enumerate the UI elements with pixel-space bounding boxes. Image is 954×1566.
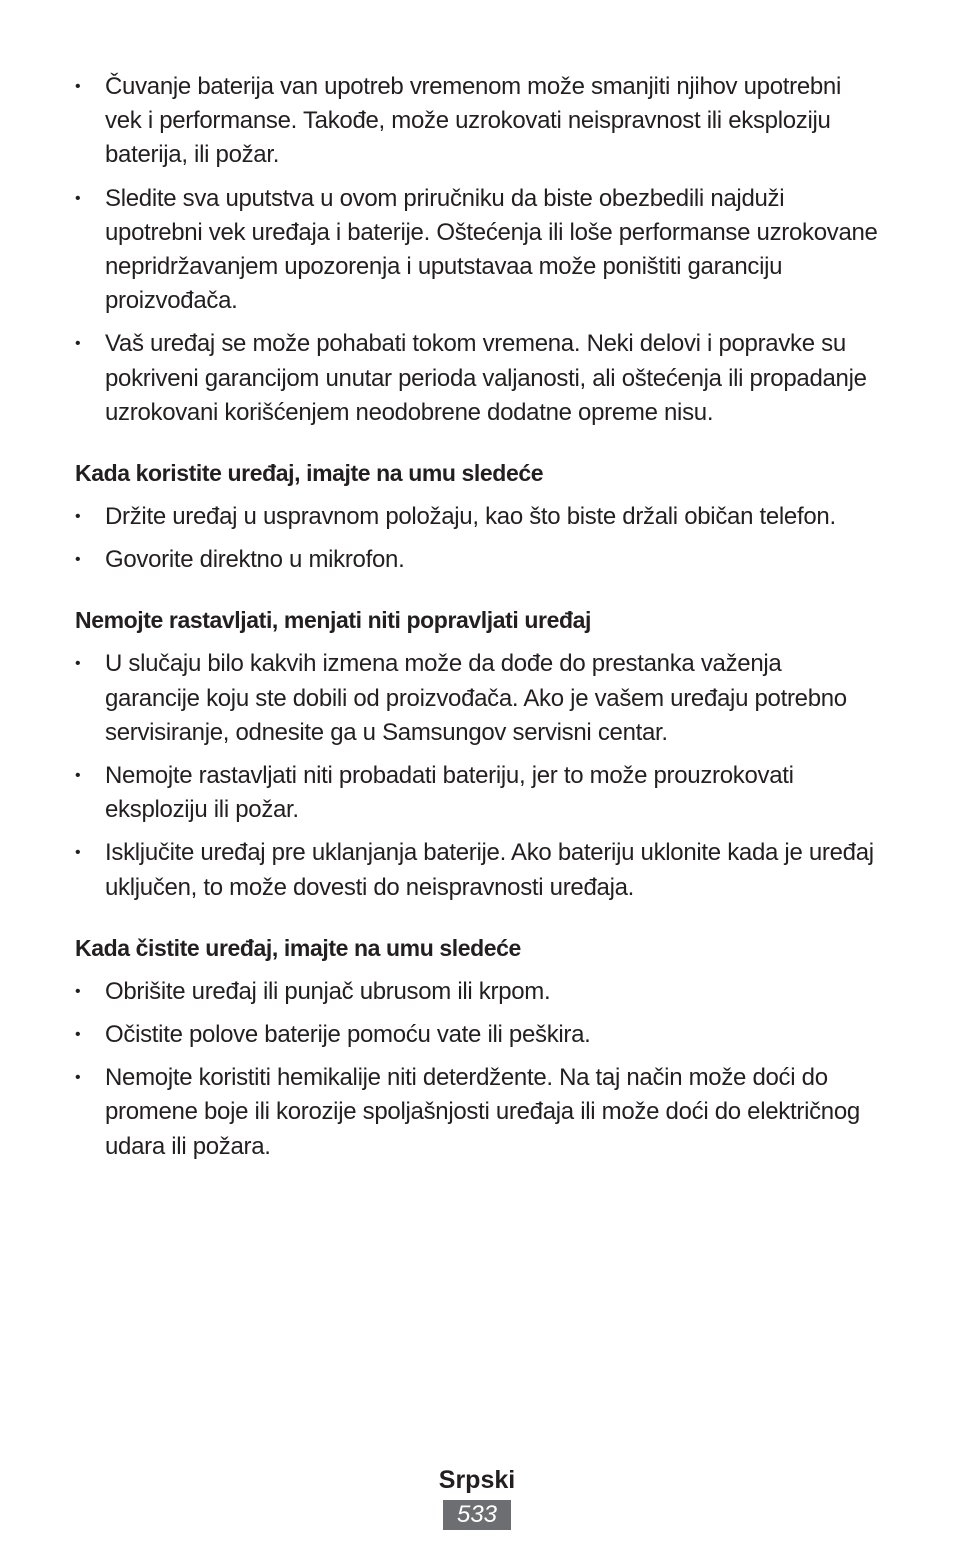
section-heading-do-not-disassemble: Nemojte rastavljati, menjati niti popravljati uređaj bbox=[75, 607, 592, 634]
list-item-text: Obrišite uređaj ili punjač ubrusom ili krpom. bbox=[105, 977, 551, 1005]
list-item-text: Isključite uređaj pre uklanjanja baterije. Ako bateriju uklonite kada je uređaj uključen, to može dovesti do neispravnosti uređaja. bbox=[105, 839, 874, 901]
bullet-list-battery-care bbox=[75, 70, 880, 430]
footer-language-label: Srpski bbox=[438, 1466, 516, 1494]
list-item-text: U slučaju bilo kakvih izmena može da dođe do prestanka važenja garancije koju ste dobili od proizvođača. Ako je vašem uređaju potrebno servisiranje, odnesite ga u Samsungov servisni centar. bbox=[105, 650, 847, 746]
list-item bbox=[75, 759, 880, 827]
bullet-marker: • bbox=[75, 78, 81, 95]
document-body bbox=[75, 70, 880, 1173]
list-item-text: Nemojte koristiti hemikalije niti deterdžente. Na taj način može doći do promene boje ili korozije spoljašnjosti uređaja ili može doći do električnog udara ili požara. bbox=[105, 1064, 860, 1160]
bullet-marker: • bbox=[75, 655, 81, 673]
list-item bbox=[75, 836, 880, 904]
list-item bbox=[75, 182, 880, 319]
list-item bbox=[75, 1061, 880, 1164]
list-item bbox=[75, 500, 880, 534]
list-item-text: Nemojte rastavljati niti probadati bateriju, jer to može prouzrokovati eksploziju ili požar. bbox=[105, 762, 794, 824]
section-heading-cleaning-device: Kada čistite uređaj, imajte na umu sledeće bbox=[75, 934, 521, 961]
list-item-text: Govorite direktno u mikrofon. bbox=[105, 546, 405, 574]
bullet-marker: • bbox=[75, 1026, 81, 1044]
bullet-marker: • bbox=[75, 189, 81, 207]
list-item-text: Držite uređaj u uspravnom položaju, kao što biste držali običan telefon. bbox=[105, 503, 836, 531]
list-item bbox=[75, 975, 880, 1009]
list-item bbox=[75, 1018, 880, 1052]
list-item-text: Čuvanje baterija van upotreb vremenom može smanjiti njihov upotrebni vek i performanse. Takođe, može uzrokovati neispravnost ili eksploziju baterija, ili požar. bbox=[105, 73, 841, 169]
bullet-list-cleaning-device bbox=[75, 975, 880, 1164]
bullet-marker: • bbox=[75, 767, 81, 785]
page-number-badge: 533 bbox=[443, 1500, 511, 1530]
list-item bbox=[75, 327, 880, 430]
list-item-text: Očistite polove baterije pomoću vate ili peškira. bbox=[105, 1021, 591, 1049]
list-item bbox=[75, 543, 880, 577]
list-item bbox=[75, 70, 880, 173]
list-item-text: Vaš uređaj se može pohabati tokom vremena. Neki delovi i popravke su pokriveni garancijom unutar perioda valjanosti, ali oštećenja ili propadanje uzrokovani korišćenjem neodobrene dodatne opreme nisu. bbox=[105, 330, 867, 426]
bullet-list-do-not-disassemble bbox=[75, 647, 880, 904]
section-heading-using-device: Kada koristite uređaj, imajte na umu sledeće bbox=[75, 460, 544, 487]
bullet-marker: • bbox=[75, 508, 81, 526]
page-footer bbox=[0, 1463, 954, 1530]
bullet-marker: • bbox=[75, 1069, 81, 1087]
list-item bbox=[75, 647, 880, 750]
list-item-text: Sledite sva uputstva u ovom priručniku da biste obezbedili najduži upotrebni vek uređaja i baterije. Oštećenja ili loše performanse uzrokovane nepridržavanjem upozorenja i uputstavaa može poništiti garanciju proizvođača. bbox=[105, 184, 878, 315]
bullet-marker: • bbox=[75, 335, 81, 353]
bullet-marker: • bbox=[75, 844, 81, 862]
bullet-marker: • bbox=[75, 982, 81, 1000]
bullet-marker: • bbox=[75, 551, 81, 569]
bullet-list-using-device bbox=[75, 500, 880, 577]
